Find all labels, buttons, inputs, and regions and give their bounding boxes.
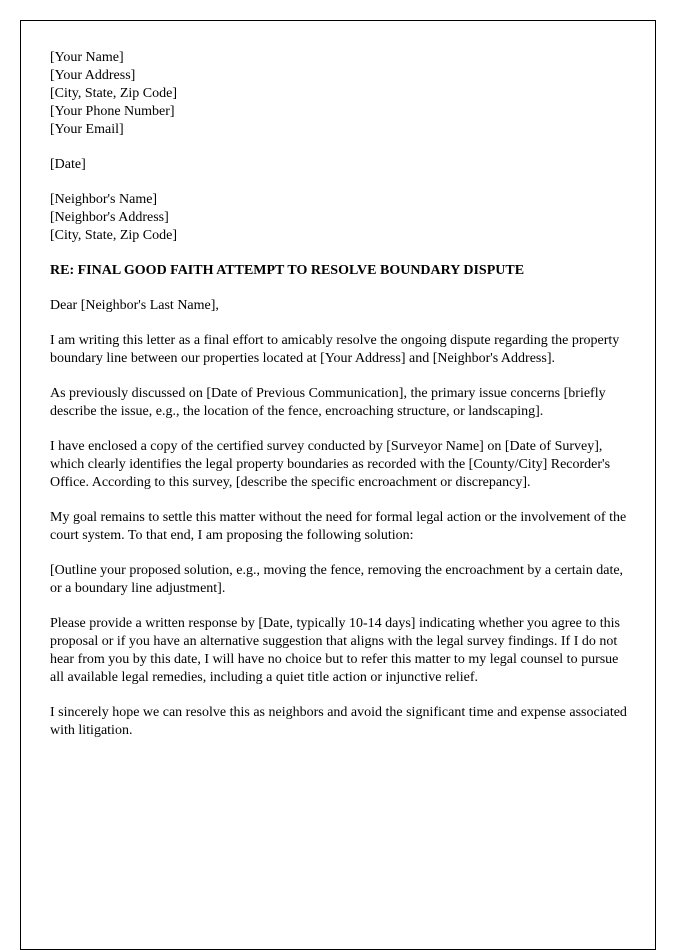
body-paragraph: I am writing this letter as a final effort to amicably resolve the ongoing dispute regarding the property boundary line between our properties located at [Your Address] and [Neighbor's Address]. bbox=[50, 333, 620, 366]
date-line: [Date] bbox=[50, 157, 86, 172]
body-paragraph: My goal remains to settle this matter without the need for formal legal action or the involvement of the court system. To that end, I am proposing the following solution: bbox=[50, 510, 627, 543]
letter-page bbox=[20, 20, 656, 950]
sender-phone: [Your Phone Number] bbox=[50, 104, 175, 119]
body-paragraph: As previously discussed on [Date of Previous Communication], the primary issue concerns [briefly describe the issue, e.g., the location of the fence, encroaching structure, or landscaping]. bbox=[50, 386, 606, 419]
body-paragraph: Please provide a written response by [Date, typically 10-14 days] indicating whether you agree to this proposal or if you have an alternative suggestion that aligns with the legal survey findings. If I do not hear from you by this date, I will have no choice but to refer this matter to my legal counsel to pursue all available legal remedies, including a quiet title action or injunctive relief. bbox=[50, 616, 620, 685]
recipient-city-state-zip: [City, State, Zip Code] bbox=[50, 228, 178, 243]
sender-name: [Your Name] bbox=[50, 50, 124, 65]
body-paragraph: [Outline your proposed solution, e.g., moving the fence, removing the encroachment by a certain date, or a boundary line adjustment]. bbox=[50, 563, 624, 596]
sender-address-block bbox=[50, 49, 632, 139]
recipient-name: [Neighbor's Name] bbox=[50, 192, 158, 207]
recipient-address: [Neighbor's Address] bbox=[50, 210, 169, 225]
body-paragraph: I sincerely hope we can resolve this as neighbors and avoid the significant time and expense associated with litigation. bbox=[50, 705, 627, 738]
body-paragraph: I have enclosed a copy of the certified survey conducted by [Surveyor Name] on [Date of Survey], which clearly identifies the legal property boundaries as recorded with the [County/City] Recorder's Office. According to this survey, [describe the specific encroachment or discrepancy]. bbox=[50, 439, 611, 490]
sender-email: [Your Email] bbox=[50, 122, 124, 137]
sender-address: [Your Address] bbox=[50, 68, 136, 83]
letter-body bbox=[50, 49, 632, 740]
subject-line: RE: FINAL GOOD FAITH ATTEMPT TO RESOLVE BOUNDARY DISPUTE bbox=[50, 263, 525, 278]
letter-date bbox=[50, 156, 632, 174]
sender-city-state-zip: [City, State, Zip Code] bbox=[50, 86, 178, 101]
recipient-address-block bbox=[50, 191, 632, 245]
salutation: Dear [Neighbor's Last Name], bbox=[50, 298, 219, 313]
